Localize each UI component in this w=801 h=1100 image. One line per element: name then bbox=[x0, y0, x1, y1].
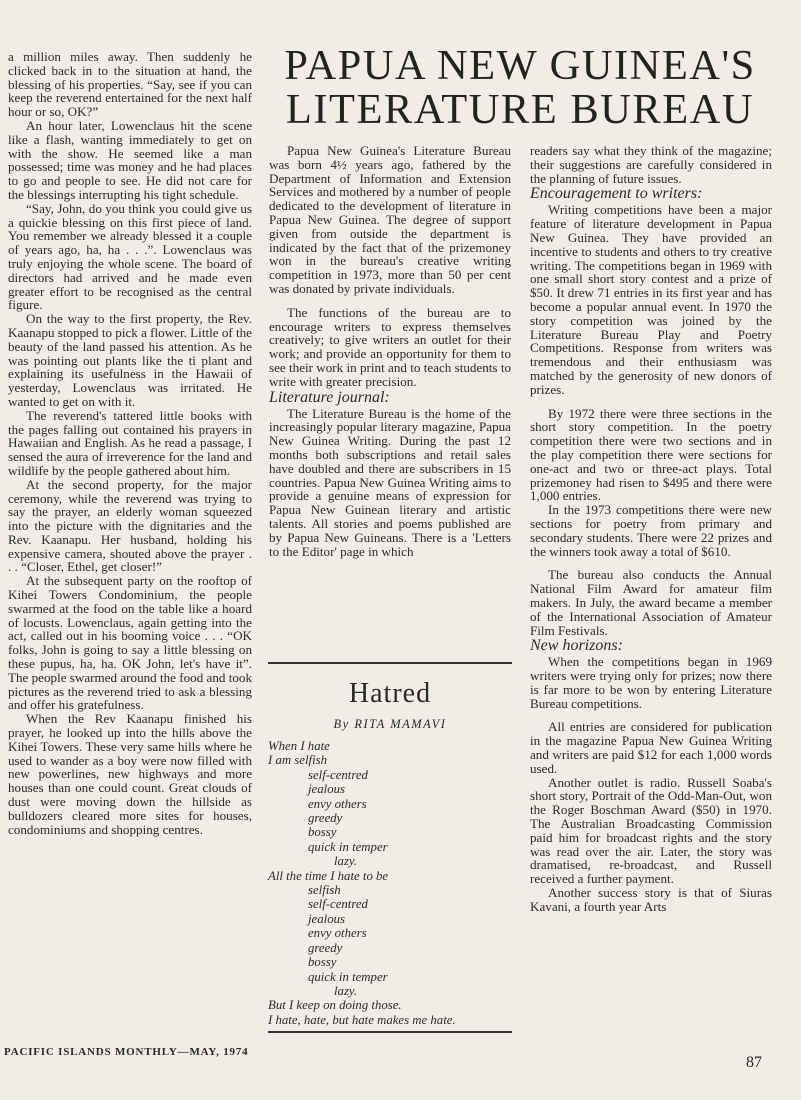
paragraph: The functions of the bureau are to encourage writers to express themselves creatively; to give writers an outlet for their work; and provide an opportunity for them to see their work in print and to teach students to write with greater precision. bbox=[269, 304, 511, 389]
poem-line: jealous bbox=[308, 782, 345, 797]
poem-line: quick in temper bbox=[308, 839, 388, 854]
paragraph: At the second property, for the major ceremony, while the reverend was trying to say the prayer, an elderly woman squeezed into the picture with the dignitaries and the Rev. Kaanapu. Her husband, holding his expensive camera, shouted above the prayer . . . “Closer, Ethel, get closer!” bbox=[8, 476, 252, 575]
headline-line-2: LITERATURE BUREAU bbox=[285, 86, 755, 133]
paragraph: The bureau also conducts the Annual National Film Award for amateur film makers. In July, the award became a member of the International Association of Amateur Film Festivals. bbox=[530, 567, 772, 638]
paragraph: All entries are considered for publication in the magazine Papua New Guinea Writing and writers are paid $12 for each 1,000 words used. bbox=[530, 719, 772, 776]
poem-line: envy others bbox=[308, 926, 367, 941]
paragraph: On the way to the first property, the Rev. Kaanapu stopped to pick a flower. Little of the beauty of the land passed his attention. As he was pointing out plants like the ti plant and explaining its usefulness in the Hawaii of yesterday, Lowenclaus was irritated. He wanted to get on with it. bbox=[8, 311, 252, 409]
paragraph: a million miles away. Then suddenly he clicked back in to the situation at hand, the blessing of his properties. “Say, see if you can keep the reverend entertained for the next half hour or so, OK?” bbox=[8, 49, 252, 120]
poem-bottom-rule bbox=[268, 1031, 512, 1033]
paragraph: Papua New Guinea's Literature Bureau was born 4½ years ago, fathered by the Department of Information and Extension Services and mothered by a number of people dedicated to the development of literature in Papua New Guinea. The degree of support given from outside the department is indicated by the fact that of the prizemoney won in the bureau's creative writing competition in 1973, more than 50 per cent was donated by private individuals. bbox=[269, 143, 511, 296]
paragraph: “Say, John, do you think you could give us a quickie blessing on this first piece of land. You remember we already blessed it a couple of years ago, ha, ha . . .”. Lowenclaus was truly enjoying the whole scene. The board of directors had arrived and he made even greater effort to be recognised as the central figure. bbox=[8, 200, 252, 313]
headline-line-1: PAPUA NEW GUINEA'S bbox=[284, 42, 756, 89]
poem-line: self-centred bbox=[308, 897, 368, 912]
paragraph: In the 1973 competitions there were new sections for poetry from primary and secondary students. There were 22 prizes and the winners took away a total of $610. bbox=[530, 502, 772, 559]
section-heading-new-horizons: New horizons: bbox=[530, 637, 623, 655]
section-heading-literature-journal: Literature journal: bbox=[269, 388, 390, 406]
poem-line: I am selfish bbox=[268, 753, 328, 768]
poem-line: envy others bbox=[308, 796, 367, 811]
paragraph: When the competitions began in 1969 writers were trying only for prizes; now there is far more to be won by entering Literature Bureau competitions. bbox=[530, 654, 772, 711]
poem-line: self-centred bbox=[308, 767, 368, 782]
poem-line: jealous bbox=[308, 911, 345, 926]
publication-footer: PACIFIC ISLANDS MONTHLY—MAY, 1974 bbox=[4, 1046, 249, 1058]
paragraph: An hour later, Lowenclaus hit the scene like a flash, wanting immediately to get on with the show. He seemed like a man possessed; time was money and he had places to go and people to see. He did not care for the blessings interrupting his tight schedule. bbox=[8, 117, 252, 202]
poem-top-rule bbox=[268, 662, 512, 664]
paragraph: By 1972 there were three sections in the short story competition. In the poetry competition there were two sections and in the play competition there were sections for one-act and two or three-act plays. Total prizemoney had risen to $495 and there were 1,000 entries. bbox=[530, 405, 772, 504]
section-heading-encouragement: Encouragement to writers: bbox=[530, 185, 703, 203]
poem-byline: By RITA MAMAVI bbox=[333, 717, 447, 731]
page-number: 87 bbox=[746, 1054, 762, 1071]
column-article-intro bbox=[269, 144, 511, 558]
column-article-continued bbox=[530, 144, 772, 914]
poem-line: quick in temper bbox=[308, 969, 388, 984]
poem-line: greedy bbox=[308, 940, 343, 955]
poem-line: When I hate bbox=[268, 739, 330, 753]
paragraph: The reverend's tattered little books with the pages falling out contained his prayers in Hawaiian and English. As he read a passage, I sensed the aura of irreverence for the land and wildlife by the people gathered about him. bbox=[8, 407, 252, 478]
poem-line: All the time I hate to be bbox=[268, 868, 389, 883]
poem-line: greedy bbox=[308, 811, 343, 826]
poem-line: selfish bbox=[308, 883, 341, 898]
paragraph: Writing competitions have been a major feature of literature development in Papua New Guinea. They have provided an incentive to students and others to try creative writing. The competitions began in 1969 with one small short story contest and a prize of $50. It drew 71 entries in its first year and has become a popular annual event. In 1970 the story competition was joined by the Literature Bureau Play and Poetry Competitions. Response from writers was tremendous and their enthusiasm was matched by the generosity of new donors of prizes. bbox=[530, 202, 772, 397]
article-headline bbox=[270, 44, 770, 132]
paragraph: Another success story is that of Siuras Kavani, a fourth year Arts bbox=[530, 885, 772, 914]
poem-line: I hate, hate, but hate makes me hate. bbox=[268, 1012, 456, 1027]
poem-title: Hatred bbox=[348, 678, 432, 709]
column-previous-story bbox=[8, 50, 252, 836]
poem-line: bossy bbox=[308, 955, 337, 970]
poem-line: bossy bbox=[308, 825, 337, 840]
paragraph: readers say what they think of the magazine; their suggestions are carefully considered in the planning of future issues. bbox=[530, 143, 772, 186]
paragraph: Another outlet is radio. Russell Soaba's short story, Portrait of the Odd-Man-Out, won the Roger Boschman Award ($50) in 1970. The Australian Broadcasting Commission paid him for broadcast rights and the story was read over the air. Later, the story was dramatised, re-broadcast, and Russell received a further payment. bbox=[530, 774, 772, 887]
paragraph: At the subsequent party on the rooftop of Kihei Towers Condominium, the people swarmed at the food on the table like a hoard of locusts. Lowenclaus, again getting into the act, called out in his booming voice . . . “OK folks, John is going to say a little blessing on these pupus, ha, ha. OK John, let's have it”. The people swarmed around the food and took pictures as the reverend tried to ask a blessing and offer his gratefulness. bbox=[8, 573, 252, 713]
poem-line: lazy. bbox=[334, 854, 358, 869]
paragraph: The Literature Bureau is the home of the increasingly popular literary magazine, Papua New Guinea Writing. During the past 12 months both subscriptions and retail sales have doubled and there are subscribers in 15 countries. Papua New Guinea Writing aims to provide a genuine means of expression for Papua New Guinean literary and artistic talents. All stories and poems published are by Papua New Guineans. There is a 'Letters to the Editor' page in which bbox=[269, 405, 511, 559]
poem-line: But I keep on doing those. bbox=[268, 998, 402, 1013]
poem-line: lazy. bbox=[334, 983, 358, 998]
paragraph: When the Rev Kaanapu finished his prayer, he looked up into the hills above the Kihei Towers. These very same hills where he used to wander as a boy were now filled with new powerlines, new highways and more houses than one could count. Great clouds of dust were moving down the hillside as bulldozers cleared more sites for houses, condominiums and shopping centres. bbox=[8, 711, 252, 837]
poem-body bbox=[268, 739, 512, 1027]
